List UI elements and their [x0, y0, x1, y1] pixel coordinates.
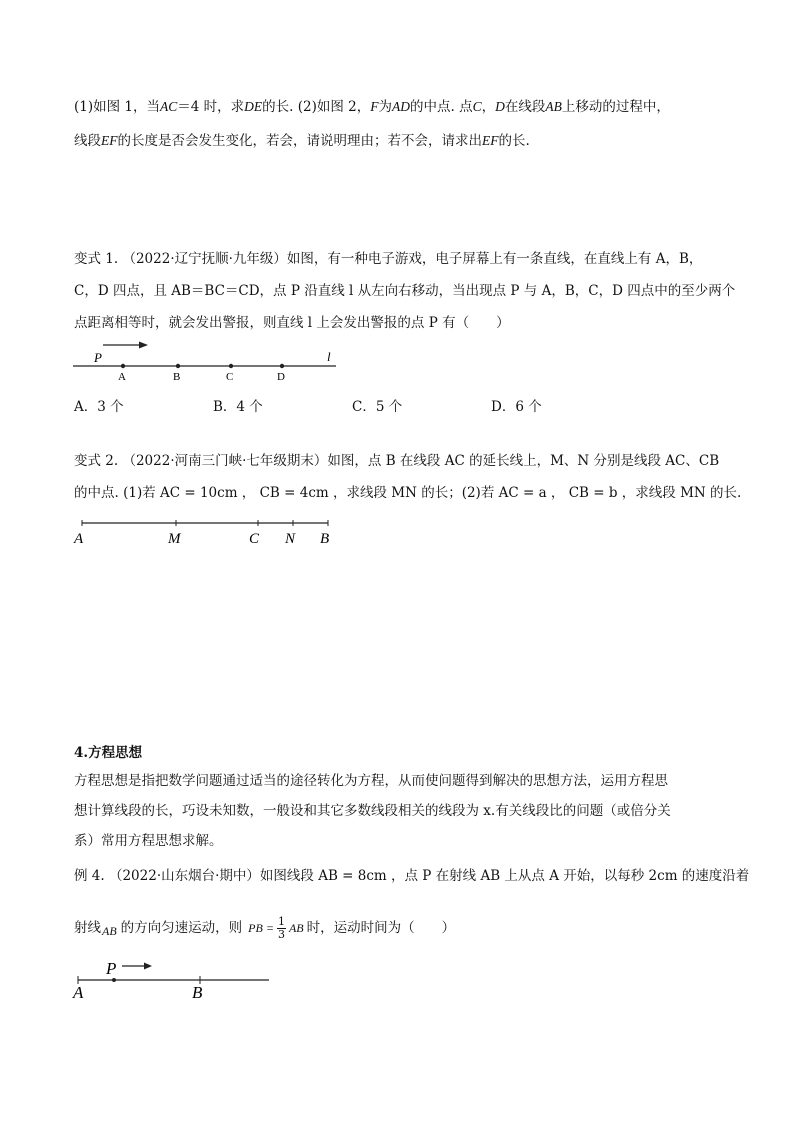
point-d: [280, 364, 284, 368]
text: EF: [101, 133, 118, 148]
fraction-numerator: 1: [277, 914, 285, 928]
label-l: l: [327, 349, 331, 364]
text: 的长. (2)如图 2，: [262, 99, 371, 115]
label-a: A: [74, 531, 84, 547]
text: 的长度是否会发生变化，若会，请说明理由；若不会，请求出: [117, 133, 482, 149]
fraction-denominator: 3: [277, 927, 285, 941]
text: 的长.: [498, 133, 530, 149]
option-d: D．6 个: [491, 399, 542, 415]
section-para-3: 系）常用方程思想求解。: [74, 833, 223, 849]
text: 射线: [74, 920, 101, 936]
label-n: N: [285, 531, 296, 547]
option-b: B．4 个: [213, 399, 263, 415]
point-c: [229, 364, 233, 368]
label-a: A: [118, 371, 126, 383]
variant1-line-3: 点距离相等时，就会发出警报，则直线 l 上会发出警报的点 P 有（ ）: [74, 315, 510, 331]
text: AB: [545, 99, 562, 114]
label-c: C: [249, 531, 260, 547]
section-para-2: 想计算线段的长，巧设未知数，一般设和其它多数线段相关的线段为 x.有关线段比的问题（或倍分关: [74, 803, 671, 819]
fraction: [277, 916, 286, 941]
text: F: [370, 99, 379, 114]
label-d: D: [277, 371, 285, 383]
variant1-line-1: 变式 1. （2022·辽宁抚顺·九年级）如图，有一种电子游戏，电子屏幕上有一条直线，在直线上有 A，B，: [74, 251, 703, 267]
arrow-head: [144, 963, 152, 970]
text: AC: [160, 99, 178, 114]
text: C: [472, 99, 482, 114]
text: 时，运动时间为（ ）: [306, 920, 456, 936]
text: ，: [481, 99, 496, 115]
label-p: P: [94, 350, 102, 365]
text: 的方向匀速运动，则: [120, 920, 243, 936]
label-b: B: [192, 983, 203, 1002]
label-b: B: [173, 371, 181, 383]
variant2-line-2: 的中点. (1)若 AC = 10cm ， CB = 4cm ，求线段 MN 的长；(2)若 AC = a ， CB = b ，求线段 MN 的长.: [74, 485, 742, 501]
label-p: P: [106, 959, 117, 978]
label-b: B: [320, 531, 330, 547]
label-m: M: [168, 531, 181, 547]
arrow-head: [139, 342, 148, 349]
label-c: C: [226, 371, 234, 383]
text: (1)如图 1，当: [74, 99, 161, 115]
section-para-1: 方程思想是指把数学问题通过适当的途径转化为方程，从而使问题得到解决的思想方法，运用方程思: [74, 773, 668, 789]
point-a: [121, 364, 125, 368]
text: 为: [378, 99, 393, 115]
text: AD: [392, 99, 411, 114]
example4-figure: [70, 955, 280, 1003]
question-line-2: [74, 131, 530, 151]
text: DE: [244, 99, 263, 114]
label-a: A: [73, 983, 84, 1002]
text: ＝4 时，求: [177, 99, 245, 115]
variant1-line-2: C，D 四点，且 AB＝BC＝CD，点 P 沿直线 l 从左向右移动，当出现点 P 与 A，B，C，D 四点中的至少两个: [74, 283, 736, 299]
section-heading: 4.方程思想: [74, 745, 143, 761]
point-b: [176, 364, 180, 368]
option-c: C．5 个: [352, 399, 403, 415]
text: AB: [288, 921, 304, 935]
text: 线段: [74, 133, 101, 149]
example4-line-2: [74, 915, 455, 941]
text: 上移动的过程中，: [561, 99, 670, 115]
text: PB =: [248, 921, 274, 935]
text: EF: [482, 133, 499, 148]
point-p: [112, 978, 116, 982]
question-line-1: [74, 97, 670, 117]
variant2-line-1: 变式 2. （2022·河南三门峡·七年级期末）如图，点 B 在线段 AC 的延长线上，M、N 分别是线段 AC、CB: [74, 453, 720, 469]
text: 在线段: [504, 99, 546, 115]
variant2-figure: [70, 514, 350, 548]
option-a: A．3 个: [74, 399, 124, 415]
text: D: [495, 99, 505, 114]
text: AB: [102, 924, 117, 938]
example4-line-1: 例 4. （2022·山东烟台·期中）如图线段 AB = 8cm ，点 P 在射线 AB 上从点 A 开始，以每秒 2cm 的速度沿着: [74, 868, 750, 884]
variant1-figure: [70, 338, 350, 386]
text: 的中点. 点: [410, 99, 473, 115]
